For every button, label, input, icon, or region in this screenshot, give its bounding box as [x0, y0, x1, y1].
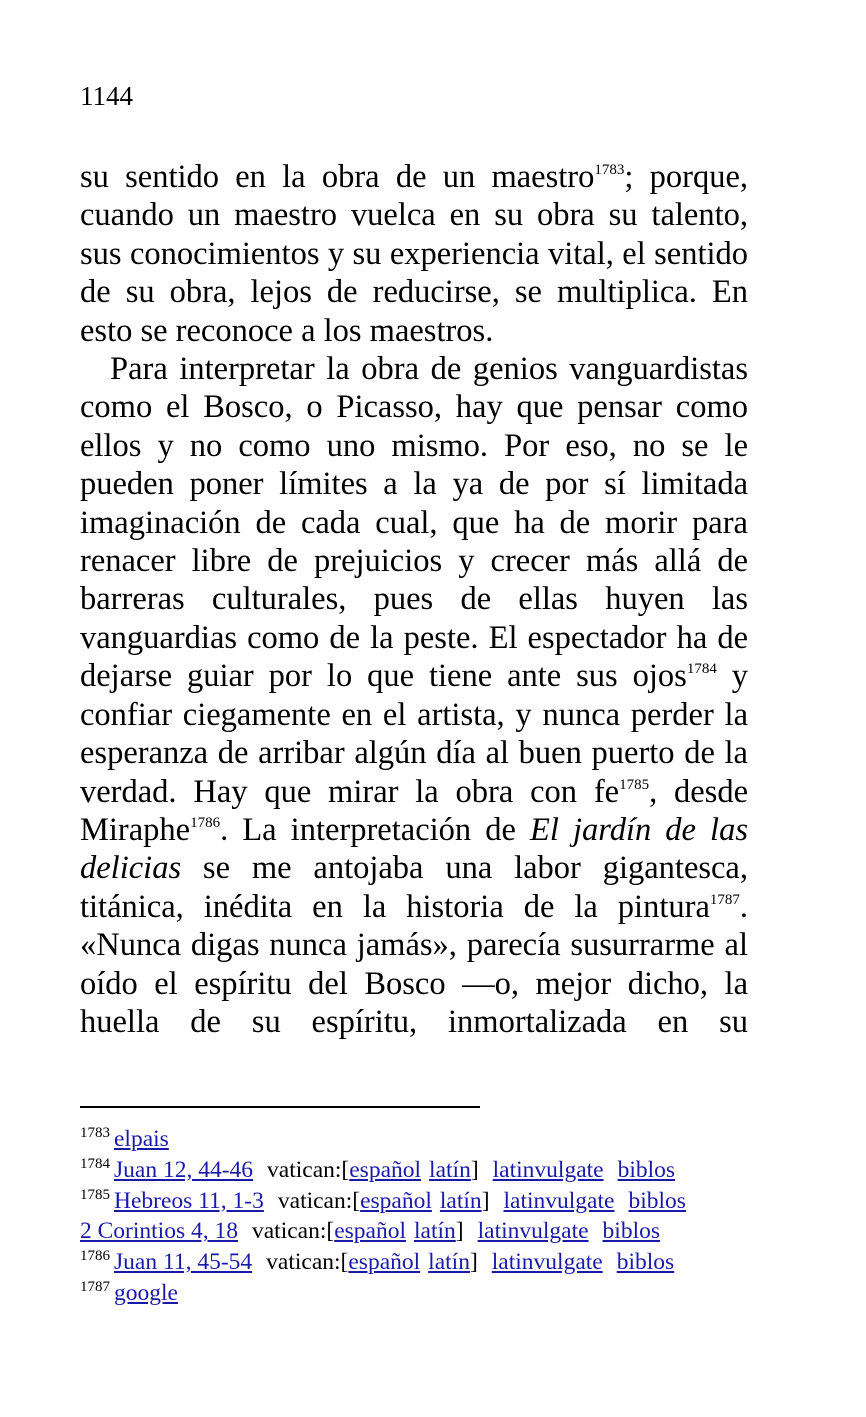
- footnote-divider: [80, 1106, 480, 1108]
- link-biblos[interactable]: biblos: [617, 1156, 676, 1183]
- footnote-1784: [80, 1155, 780, 1186]
- vatican-close: ]: [470, 1156, 479, 1183]
- footnote-link-reference[interactable]: Hebreos 11, 1-3: [114, 1187, 264, 1214]
- link-espanol[interactable]: español: [348, 1249, 421, 1276]
- link-latinvulgate[interactable]: latinvulgate: [492, 1156, 604, 1183]
- paragraph-1-text-a: su sentido en la obra de un maestro: [80, 159, 595, 195]
- link-biblos[interactable]: biblos: [616, 1249, 675, 1276]
- link-latin[interactable]: latín: [439, 1187, 482, 1214]
- body-text: [80, 158, 748, 1041]
- paragraph-2-text-b: y confiar ciegamente en el artista, y nunca perder la esperanza de arribar algún día al buen puerto de la verdad. Hay que mirar la obra con fe: [80, 658, 749, 810]
- link-latin[interactable]: latín: [414, 1218, 456, 1245]
- paragraph-2-text-a: Para interpretar la obra de genios vanguardistas como el Bosco, o Picasso, hay que pensar como ellos y no como uno mismo. Por eso, no se le pueden poner límites a la ya de por sí limitada imaginación de cada cual, que ha de morir para renacer libre de prejuicios y crecer más allá de barreras culturales, pues de ellas huyen las vanguardias como de la peste. El espectador ha de dejarse guiar por lo que tiene ante sus ojos: [80, 351, 748, 695]
- paragraph-2-text-c: , desde Miraphe: [80, 773, 748, 848]
- vatican-close: ]: [469, 1249, 478, 1276]
- footnote-1787: [80, 1278, 780, 1309]
- artwork-title: El jardín de las delicias: [80, 811, 748, 887]
- vatican-prefix: vatican:[: [277, 1187, 361, 1214]
- footnote-1786: [80, 1247, 780, 1278]
- paragraph-1-text-b: ; porque, cuando un maestro vuelca en su obra su talento, sus conocimientos y su experiencia vital, el sentido de su obra, lejos de reducirse, se multiplica. En esto se reconoce a los maestros.: [80, 159, 748, 349]
- footnote-link-google[interactable]: google: [114, 1279, 178, 1306]
- footnote-link-reference[interactable]: Juan 12, 44-46: [114, 1156, 254, 1183]
- footnote-number: 1786: [80, 1248, 110, 1265]
- footnote-ref-1785[interactable]: 1785: [619, 776, 650, 793]
- footnote-ref-1786[interactable]: 1786: [190, 814, 221, 831]
- footnote-number: 1783: [80, 1125, 110, 1141]
- link-latinvulgate[interactable]: latinvulgate: [503, 1187, 615, 1214]
- footnote-1785-continued: [80, 1216, 780, 1247]
- paragraph-2-text-e: se me antojaba una labor gigantesca, titánica, inédita en la historia de la pintura: [80, 850, 748, 925]
- link-biblos[interactable]: biblos: [602, 1218, 661, 1245]
- vatican-close: ]: [455, 1218, 464, 1245]
- link-latinvulgate[interactable]: latinvulgate: [491, 1249, 603, 1276]
- footnote-number: 1787: [80, 1278, 110, 1295]
- footnote-1785: [80, 1186, 780, 1217]
- vatican-prefix: vatican:[: [267, 1156, 350, 1183]
- paragraph-2: [80, 350, 748, 1041]
- footnote-ref-1783[interactable]: 1783: [594, 162, 625, 178]
- paragraph-2-text-f: . «Nunca digas nunca jamás», parecía susurrarme al oído el espíritu del Bosco —o, mejor dicho, la huella de su espíritu, inmortalizada en su: [80, 888, 748, 1040]
- footnote-link-elpais[interactable]: elpais: [114, 1126, 169, 1152]
- vatican-close: ]: [481, 1187, 490, 1214]
- link-espanol[interactable]: español: [360, 1187, 432, 1214]
- footnote-link-reference[interactable]: Juan 11, 45-54: [114, 1249, 253, 1276]
- page-number: 1144: [80, 81, 133, 111]
- footnotes: [80, 1124, 780, 1309]
- link-espanol[interactable]: español: [349, 1156, 422, 1183]
- footnote-ref-1784[interactable]: 1784: [686, 661, 717, 678]
- link-latin[interactable]: latín: [428, 1249, 470, 1276]
- footnote-ref-1787[interactable]: 1787: [709, 891, 740, 908]
- link-latin[interactable]: latín: [429, 1156, 471, 1183]
- vatican-prefix: vatican:[: [251, 1218, 335, 1245]
- link-biblos[interactable]: biblos: [628, 1187, 686, 1214]
- link-espanol[interactable]: español: [334, 1218, 406, 1245]
- link-latinvulgate[interactable]: latinvulgate: [477, 1218, 589, 1245]
- vatican-prefix: vatican:[: [266, 1249, 349, 1276]
- paragraph-1: [80, 158, 748, 350]
- paragraph-2-text-d: . La interpretación de: [220, 811, 530, 848]
- footnote-number: 1784: [80, 1155, 110, 1172]
- footnote-number: 1785: [80, 1186, 110, 1203]
- footnote-1783: [80, 1124, 780, 1155]
- footnote-link-reference[interactable]: 2 Corintios 4, 18: [80, 1218, 238, 1245]
